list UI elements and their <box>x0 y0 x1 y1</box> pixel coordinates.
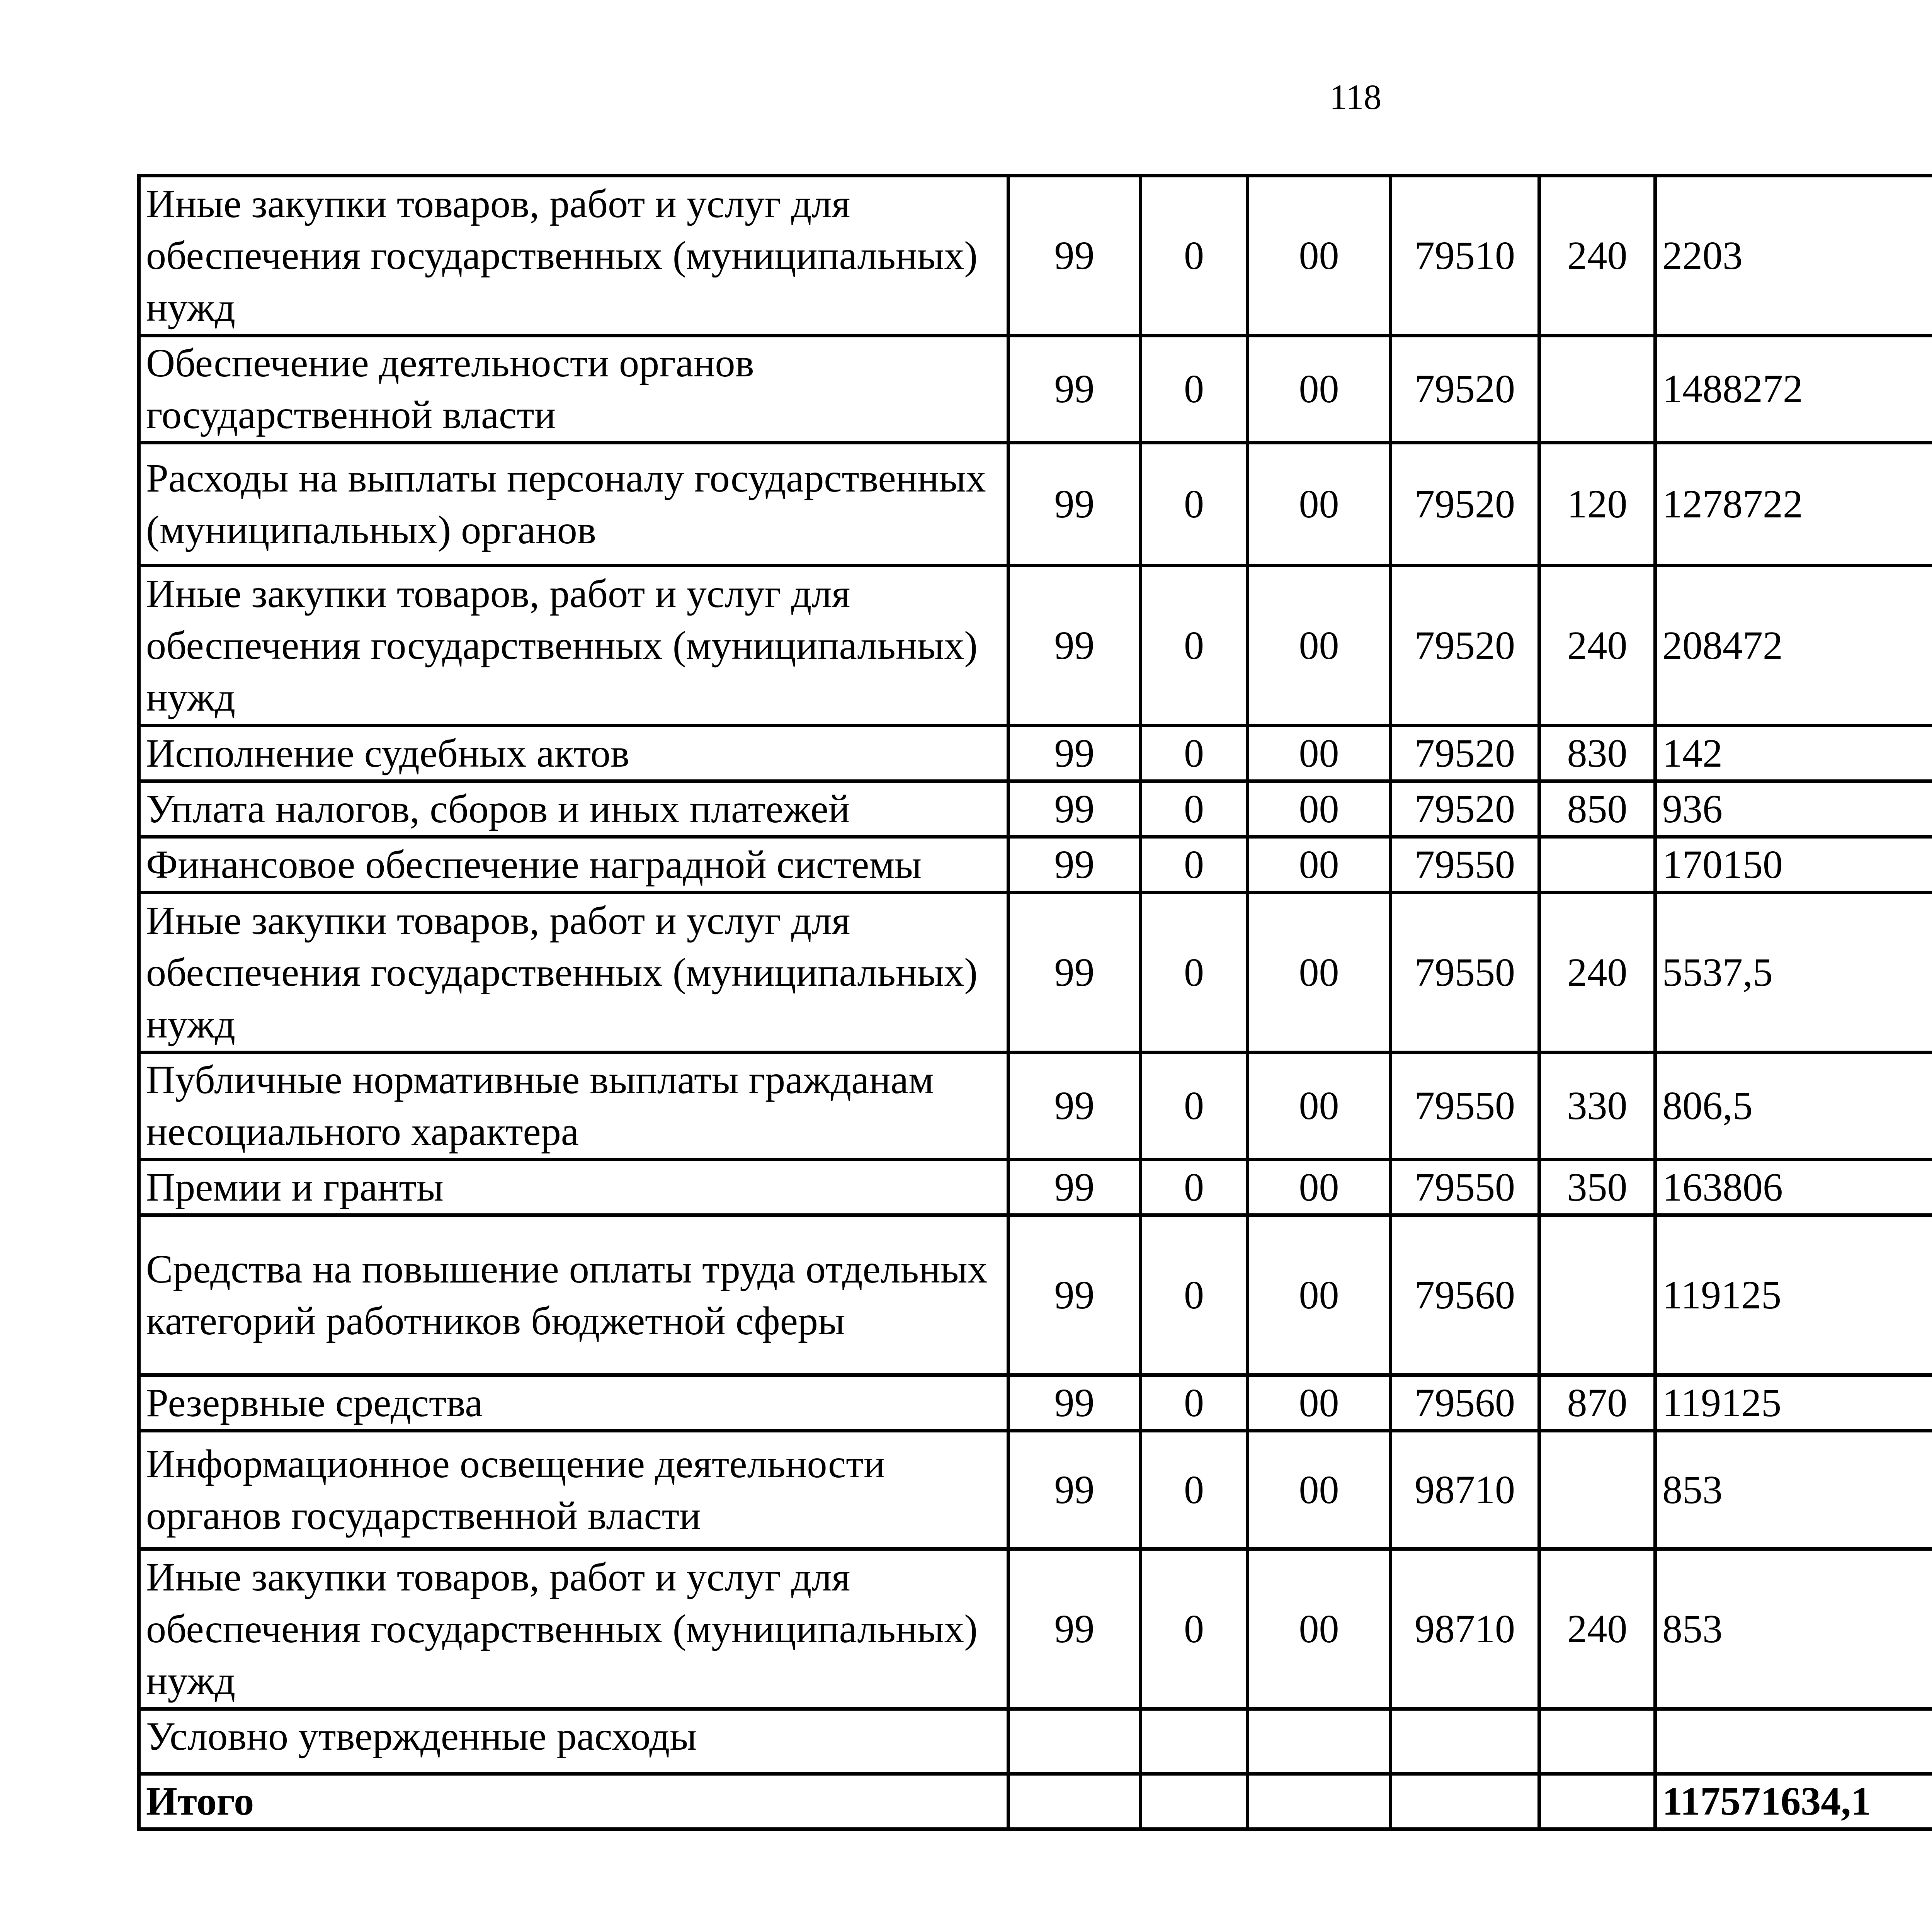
expense-type-cell: 830 <box>1539 726 1655 781</box>
main-activity-code-cell: 00 <box>1248 1053 1391 1160</box>
main-activity-code-cell: 00 <box>1248 566 1391 726</box>
total-main-activity-code-cell <box>1248 1774 1391 1829</box>
direction-code-cell <box>1391 1709 1539 1774</box>
direction-code-cell: 79520 <box>1391 566 1539 726</box>
page-number: 118 <box>1329 77 1382 117</box>
program-code-cell: 99 <box>1009 176 1141 336</box>
row-name-cell: Уплата налогов, сборов и иных платежей <box>139 781 1009 837</box>
direction-code-cell: 98710 <box>1391 1431 1539 1549</box>
main-activity-code-cell: 00 <box>1248 837 1391 893</box>
table-body <box>139 176 1932 1829</box>
row-name-cell: Средства на повышение оплаты труда отдельных категорий работников бюджетной сферы <box>139 1215 1009 1375</box>
expense-type-cell <box>1539 336 1655 443</box>
main-activity-code-cell: 00 <box>1248 726 1391 781</box>
expense-type-cell: 330 <box>1539 1053 1655 1160</box>
main-activity-code-cell <box>1248 1709 1391 1774</box>
amount-year1-cell: 5537,5 <box>1655 893 1932 1053</box>
program-code-cell: 99 <box>1009 1160 1141 1215</box>
subprogram-code-cell: 0 <box>1141 1375 1248 1431</box>
total-program-code-cell <box>1009 1774 1141 1829</box>
direction-code-cell: 79550 <box>1391 837 1539 893</box>
program-code-cell: 99 <box>1009 1431 1141 1549</box>
table-row <box>139 1549 1932 1709</box>
main-activity-code-cell: 00 <box>1248 176 1391 336</box>
program-code-cell: 99 <box>1009 893 1141 1053</box>
program-code-cell <box>1009 1709 1141 1774</box>
subprogram-code-cell: 0 <box>1141 1053 1248 1160</box>
table-row <box>139 1709 1932 1774</box>
table-row <box>139 1053 1932 1160</box>
main-activity-code-cell: 00 <box>1248 443 1391 566</box>
expense-type-cell: 350 <box>1539 1160 1655 1215</box>
total-amount-year1-cell: 117571634,1 <box>1655 1774 1932 1829</box>
total-row-name-cell: Итого <box>139 1774 1009 1829</box>
program-code-cell: 99 <box>1009 1549 1141 1709</box>
row-name-cell: Публичные нормативные выплаты гражданам несоциального характера <box>139 1053 1009 1160</box>
amount-year1-cell: 806,5 <box>1655 1053 1932 1160</box>
subprogram-code-cell: 0 <box>1141 726 1248 781</box>
expense-type-cell <box>1539 837 1655 893</box>
program-code-cell: 99 <box>1009 1375 1141 1431</box>
table-row <box>139 336 1932 443</box>
table-row <box>139 781 1932 837</box>
amount-year1-cell: 1278722 <box>1655 443 1932 566</box>
direction-code-cell: 79550 <box>1391 1160 1539 1215</box>
expense-type-cell: 850 <box>1539 781 1655 837</box>
table-row <box>139 726 1932 781</box>
row-name-cell: Иные закупки товаров, работ и услуг для обеспечения государственных (муниципальных) нужд <box>139 893 1009 1053</box>
table-row <box>139 566 1932 726</box>
row-name-cell: Иные закупки товаров, работ и услуг для обеспечения государственных (муниципальных) нужд <box>139 566 1009 726</box>
table-row <box>139 1375 1932 1431</box>
amount-year1-cell: 170150 <box>1655 837 1932 893</box>
amount-year1-cell: 119125 <box>1655 1375 1932 1431</box>
row-name-cell: Обеспечение деятельности органов государственной власти <box>139 336 1009 443</box>
amount-year1-cell: 2203 <box>1655 176 1932 336</box>
expense-type-cell <box>1539 1431 1655 1549</box>
amount-year1-cell: 936 <box>1655 781 1932 837</box>
amount-year1-cell <box>1655 1709 1932 1774</box>
subprogram-code-cell: 0 <box>1141 837 1248 893</box>
main-activity-code-cell: 00 <box>1248 1549 1391 1709</box>
program-code-cell: 99 <box>1009 726 1141 781</box>
main-activity-code-cell: 00 <box>1248 781 1391 837</box>
table-row <box>139 443 1932 566</box>
direction-code-cell: 79520 <box>1391 781 1539 837</box>
program-code-cell: 99 <box>1009 336 1141 443</box>
table-row <box>139 893 1932 1053</box>
subprogram-code-cell: 0 <box>1141 336 1248 443</box>
amount-year1-cell: 853 <box>1655 1431 1932 1549</box>
expense-type-cell: 240 <box>1539 176 1655 336</box>
subprogram-code-cell: 0 <box>1141 1549 1248 1709</box>
row-name-cell: Исполнение судебных актов <box>139 726 1009 781</box>
row-name-cell: Расходы на выплаты персоналу государственных (муниципальных) органов <box>139 443 1009 566</box>
table-row <box>139 1431 1932 1549</box>
direction-code-cell: 79520 <box>1391 726 1539 781</box>
expense-type-cell <box>1539 1215 1655 1375</box>
table-row <box>139 176 1932 336</box>
total-subprogram-code-cell <box>1141 1774 1248 1829</box>
direction-code-cell: 79520 <box>1391 336 1539 443</box>
direction-code-cell: 98710 <box>1391 1549 1539 1709</box>
program-code-cell: 99 <box>1009 566 1141 726</box>
main-activity-code-cell: 00 <box>1248 336 1391 443</box>
subprogram-code-cell: 0 <box>1141 1431 1248 1549</box>
table-row <box>139 1160 1932 1215</box>
direction-code-cell: 79550 <box>1391 893 1539 1053</box>
amount-year1-cell: 208472 <box>1655 566 1932 726</box>
subprogram-code-cell: 0 <box>1141 781 1248 837</box>
program-code-cell: 99 <box>1009 1053 1141 1160</box>
expense-type-cell: 120 <box>1539 443 1655 566</box>
row-name-cell: Условно утвержденные расходы <box>139 1709 1009 1774</box>
row-name-cell: Информационное освещение деятельности органов государственной власти <box>139 1431 1009 1549</box>
amount-year1-cell: 853 <box>1655 1549 1932 1709</box>
total-row <box>139 1774 1932 1829</box>
subprogram-code-cell: 0 <box>1141 1160 1248 1215</box>
direction-code-cell: 79520 <box>1391 443 1539 566</box>
direction-code-cell: 79560 <box>1391 1215 1539 1375</box>
main-activity-code-cell: 00 <box>1248 1375 1391 1431</box>
program-code-cell: 99 <box>1009 443 1141 566</box>
row-name-cell: Резервные средства <box>139 1375 1009 1431</box>
direction-code-cell: 79510 <box>1391 176 1539 336</box>
expense-type-cell: 240 <box>1539 1549 1655 1709</box>
subprogram-code-cell: 0 <box>1141 443 1248 566</box>
program-code-cell: 99 <box>1009 837 1141 893</box>
total-direction-code-cell <box>1391 1774 1539 1829</box>
program-code-cell: 99 <box>1009 1215 1141 1375</box>
table-row <box>139 1215 1932 1375</box>
expense-type-cell <box>1539 1709 1655 1774</box>
row-name-cell: Премии и гранты <box>139 1160 1009 1215</box>
table-row <box>139 837 1932 893</box>
direction-code-cell: 79560 <box>1391 1375 1539 1431</box>
row-name-cell: Иные закупки товаров, работ и услуг для обеспечения государственных (муниципальных) нужд <box>139 176 1009 336</box>
amount-year1-cell: 163806 <box>1655 1160 1932 1215</box>
row-name-cell: Иные закупки товаров, работ и услуг для обеспечения государственных (муниципальных) нужд <box>139 1549 1009 1709</box>
expense-type-cell: 870 <box>1539 1375 1655 1431</box>
expense-type-cell: 240 <box>1539 893 1655 1053</box>
program-code-cell: 99 <box>1009 781 1141 837</box>
main-activity-code-cell: 00 <box>1248 893 1391 1053</box>
subprogram-code-cell <box>1141 1709 1248 1774</box>
row-name-cell: Финансовое обеспечение наградной системы <box>139 837 1009 893</box>
amount-year1-cell: 1488272 <box>1655 336 1932 443</box>
budget-table <box>137 174 1932 1831</box>
subprogram-code-cell: 0 <box>1141 566 1248 726</box>
subprogram-code-cell: 0 <box>1141 1215 1248 1375</box>
main-activity-code-cell: 00 <box>1248 1160 1391 1215</box>
direction-code-cell: 79550 <box>1391 1053 1539 1160</box>
main-activity-code-cell: 00 <box>1248 1431 1391 1549</box>
subprogram-code-cell: 0 <box>1141 893 1248 1053</box>
amount-year1-cell: 119125 <box>1655 1215 1932 1375</box>
expense-type-cell: 240 <box>1539 566 1655 726</box>
subprogram-code-cell: 0 <box>1141 176 1248 336</box>
amount-year1-cell: 142 <box>1655 726 1932 781</box>
main-activity-code-cell: 00 <box>1248 1215 1391 1375</box>
total-expense-type-cell <box>1539 1774 1655 1829</box>
